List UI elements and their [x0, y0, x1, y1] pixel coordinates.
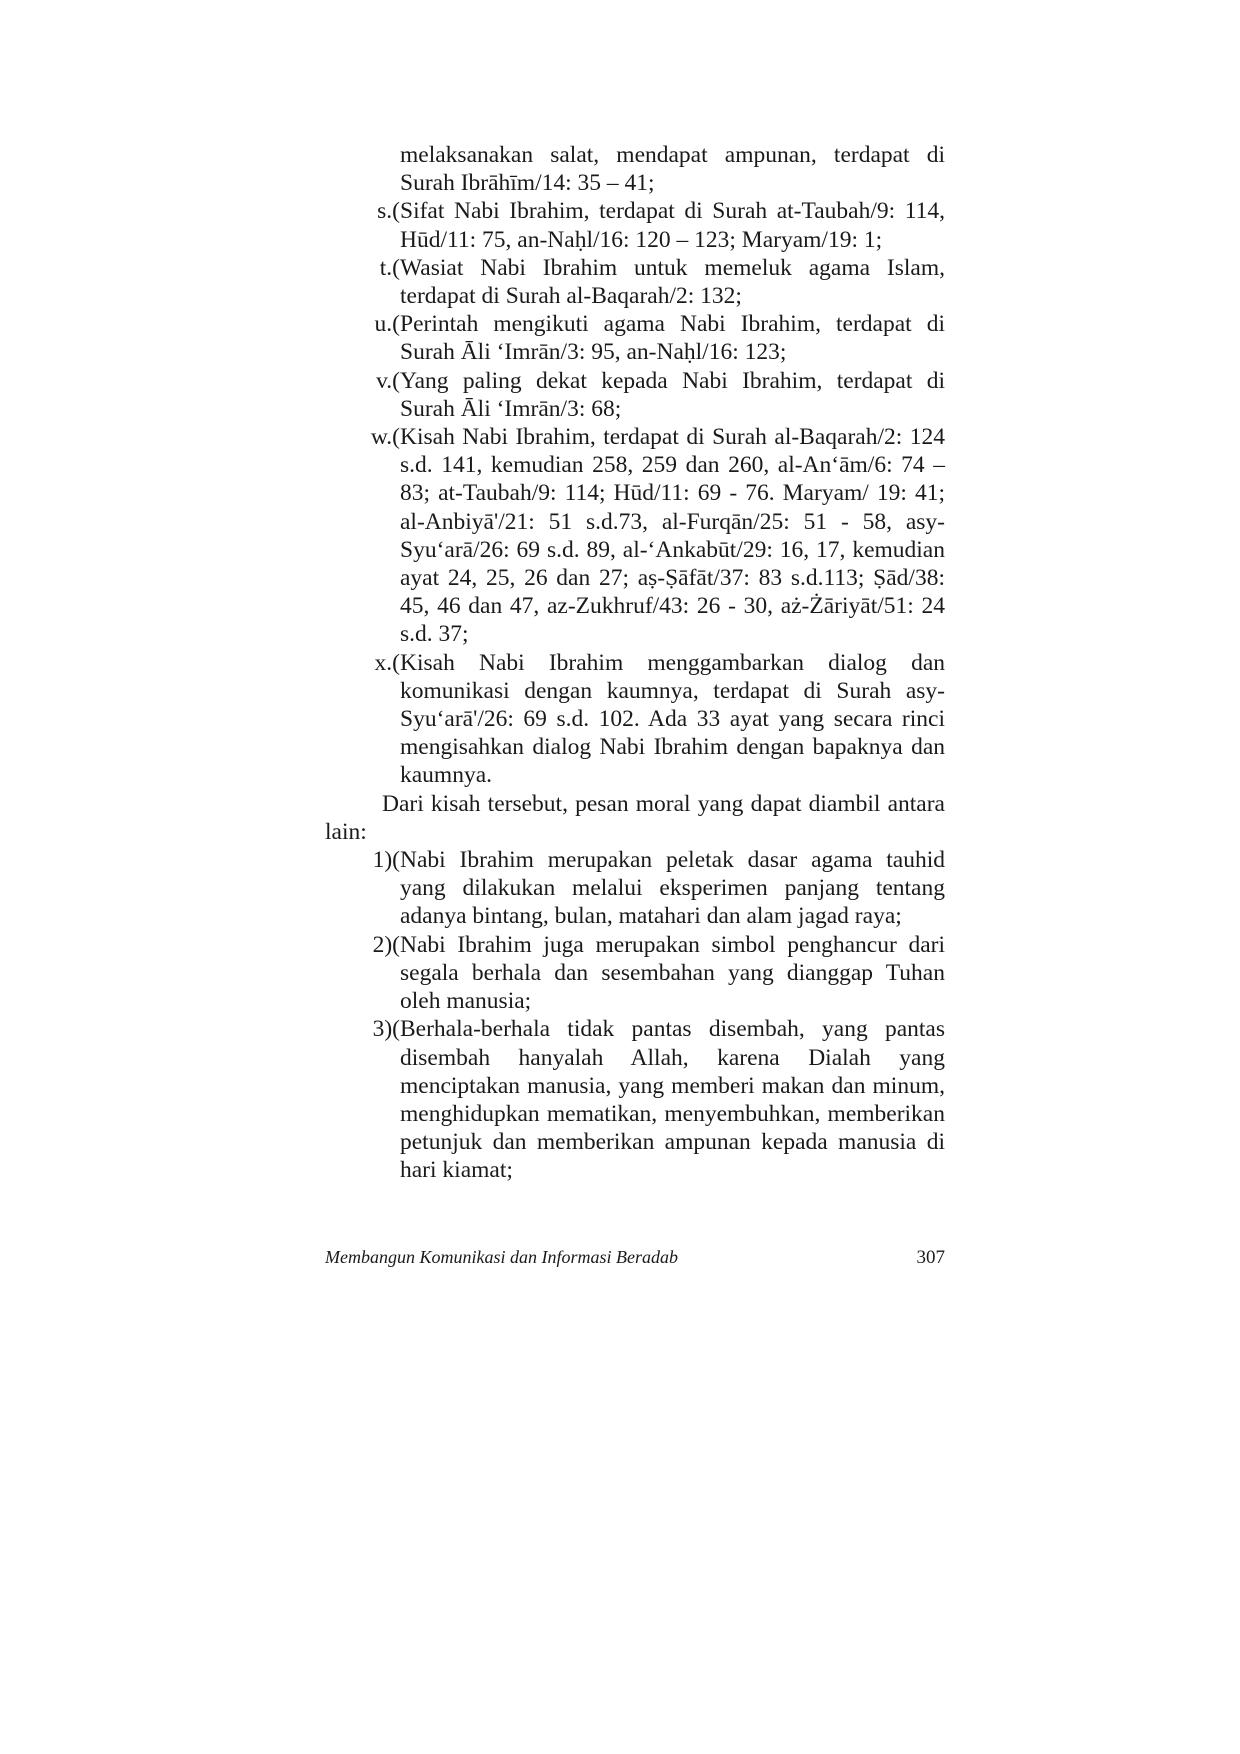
page-footer — [325, 1247, 945, 1273]
list-item-text: Nabi Ibrahim merupakan peletak dasar agama tauhid yang dilakukan melalui eksperimen panjang tentang adanya bintang, bulan, matahari dan alam jagad raya; — [400, 847, 945, 930]
list-item-text: Yang paling dekat kepada Nabi Ibrahim, terdapat di Surah Āli ‘Imrān/3: 68; — [400, 367, 945, 422]
list-marker: 3)( — [372, 1016, 400, 1043]
numbered-item-1 — [325, 846, 945, 931]
numbered-item-3 — [325, 1015, 945, 1184]
list-item-text: Kisah Nabi Ibrahim menggambarkan dialog dan komunikasi dengan kaumnya, terdapat di Surah asy-Syu‘arā'/26: 69 s.d. 102. Ada 33 ayat yang secara rinci mengisahkan dialog Nabi Ibrahim dengan bapaknya dan kaumnya. — [400, 649, 945, 789]
continuation-text: melaksanakan salat, mendapat ampunan, terdapat di Surah Ibrāhīm/14: 35 – 41; — [400, 142, 945, 197]
list-item-v — [325, 367, 945, 423]
list-item-text: Nabi Ibrahim juga merupakan simbol penghancur dari segala berhala dan sesembahan yang dianggap Tuhan oleh manusia; — [400, 931, 945, 1015]
list-marker: t.( — [379, 254, 400, 281]
list-marker: x.( — [374, 649, 400, 676]
list-item-u — [325, 310, 945, 366]
list-marker: u.( — [374, 311, 400, 338]
list-marker: 2)( — [372, 931, 400, 958]
list-marker: 1)( — [372, 847, 400, 874]
list-marker: s.( — [377, 198, 400, 225]
continuation-item — [325, 141, 945, 197]
list-item-x — [325, 649, 945, 790]
list-item-text: Perintah mengikuti agama Nabi Ibrahim, terdapat di Surah Āli ‘Imrān/3: 95, an-Naḥl/16: 123; — [400, 311, 945, 366]
list-item-text: Berhala-berhala tidak pantas disembah, yang pantas disembah hanyalah Allah, karena Dialah yang menciptakan manusia, yang memberi makan dan minum, menghidupkan mematikan, menyembuhkan, memberikan petunjuk dan memberikan ampunan kepada manusia di hari kiamat; — [400, 1016, 945, 1184]
list-marker: w.( — [370, 424, 400, 451]
list-item-text: Sifat Nabi Ibrahim, terdapat di Surah at-Taubah/9: 114, Hūd/11: 75, an-Naḥl/16: 120 – 123; Maryam/19: 1; — [400, 198, 945, 253]
page-number: 307 — [916, 1247, 945, 1268]
numbered-item-2 — [325, 931, 945, 1016]
list-item-text: Kisah Nabi Ibrahim, terdapat di Surah al-Baqarah/2: 124 s.d. 141, kemudian 258, 259 dan 260, al-An‘ām/6: 74 – 83; at-Taubah/9: 114; Hūd/11: 69 - 76. Maryam/ 19: 41; al-Anbiyā'/21: 51 s.d.73, al-Furqān/25: 51 - 58, asy-Syu‘arā/26: 69 s.d. 89, al-‘Ankabūt/29: 16, 17, kemudian ayat 24, 25, 26 dan 27; aṣ-Ṣāfāt/37: 83 s.d.113; Ṣād/38: 45, 46 dan 47, az-Zukhruf/43: 26 - 30, aż-Żāriyāt/51: 24 s.d. 37; — [400, 424, 945, 648]
list-item-w — [325, 423, 945, 649]
running-title: Membangun Komunikasi dan Informasi Beradab — [325, 1247, 678, 1267]
list-item-s — [325, 197, 945, 253]
list-item-text: Wasiat Nabi Ibrahim untuk memeluk agama Islam, terdapat di Surah al-Baqarah/2: 132; — [400, 254, 945, 310]
list-item-t — [325, 254, 945, 310]
intro-paragraph: Dari kisah tersebut, pesan moral yang dapat diambil antara lain: — [325, 790, 945, 845]
page-body — [325, 141, 945, 1185]
list-marker: v.( — [376, 367, 400, 394]
